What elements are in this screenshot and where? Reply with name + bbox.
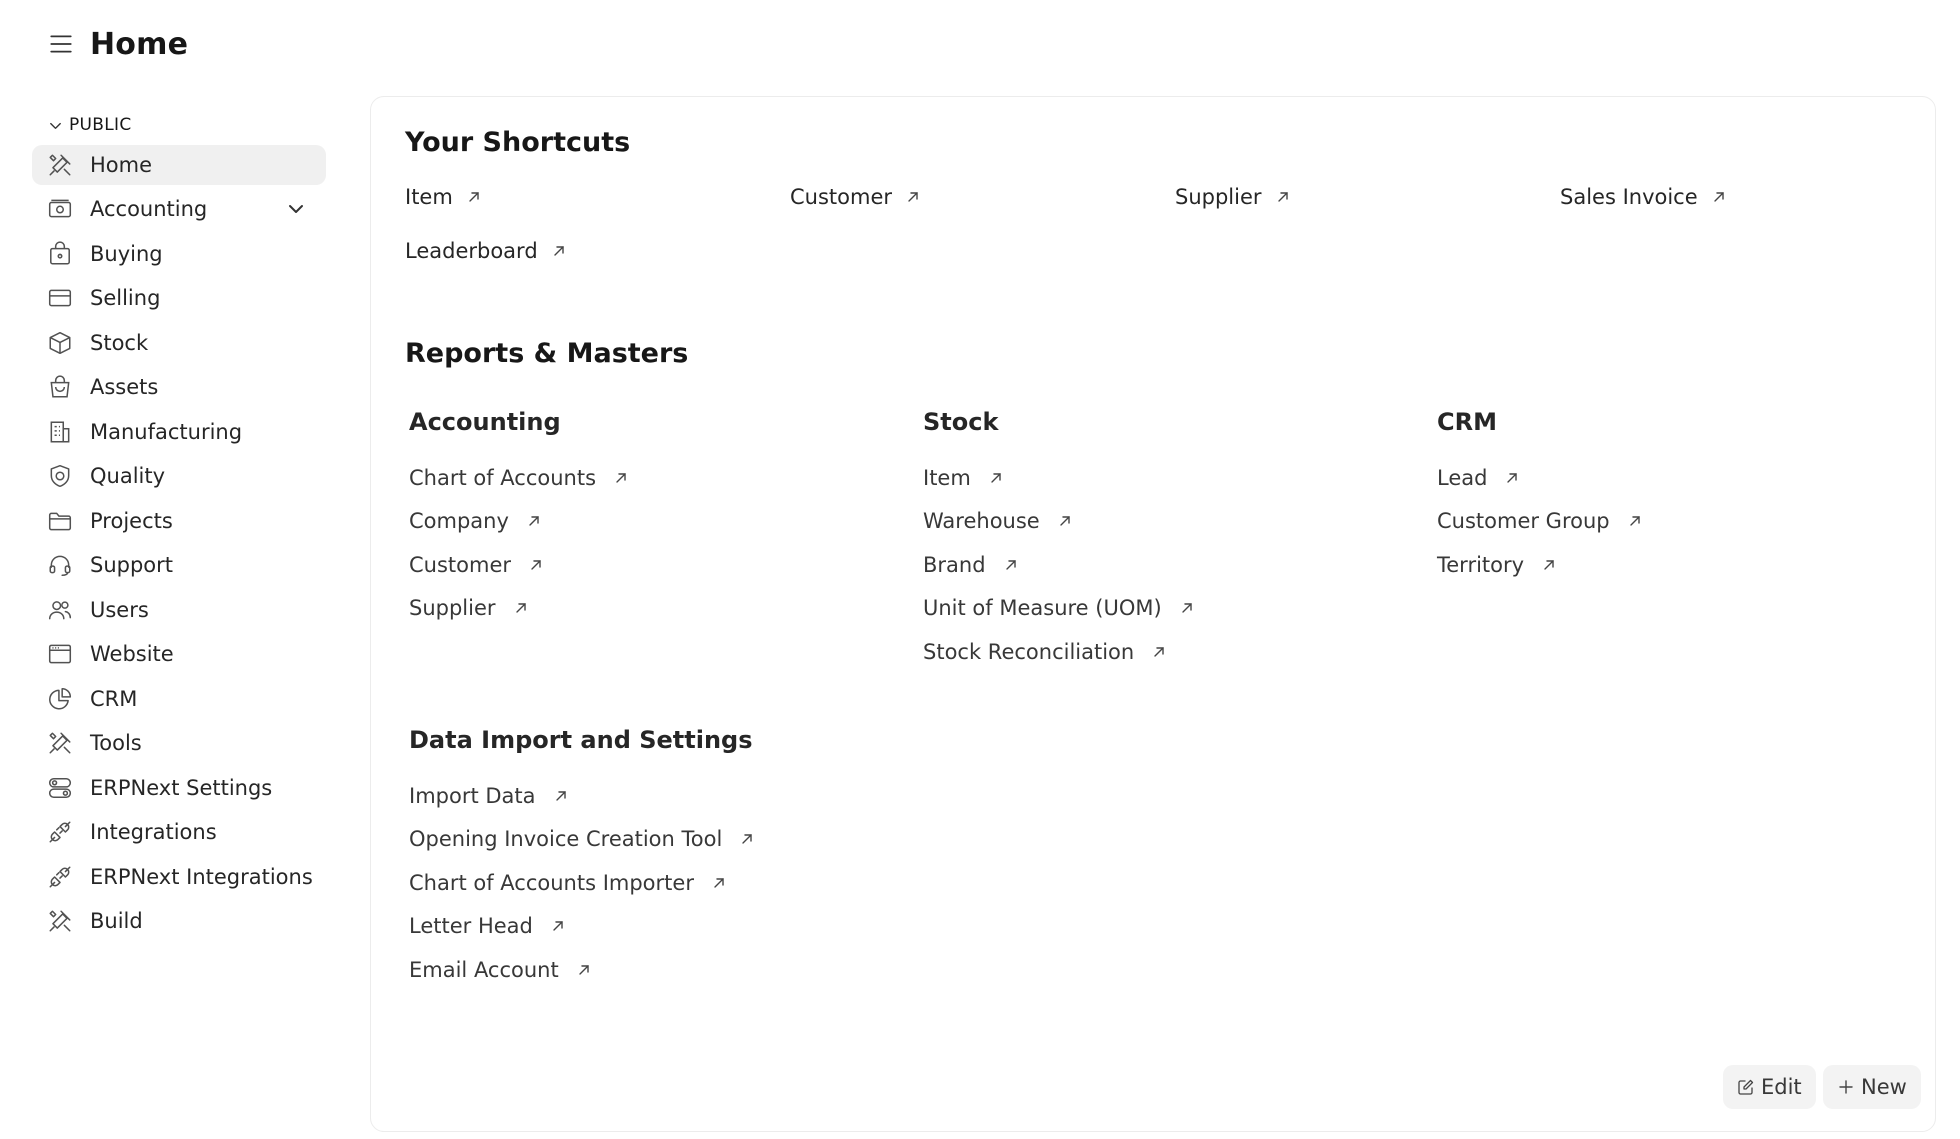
arrow-up-right-icon xyxy=(1180,601,1194,615)
header xyxy=(48,22,188,66)
link-label: Unit of Measure (UOM) xyxy=(923,596,1162,621)
sidebar-item-quality[interactable] xyxy=(32,456,326,496)
browser-icon xyxy=(46,640,74,668)
arrow-up-right-icon xyxy=(529,558,543,572)
arrow-up-right-icon xyxy=(1628,514,1642,528)
link-label: Customer Group xyxy=(1437,509,1610,534)
link-item[interactable] xyxy=(923,456,1194,500)
money-icon xyxy=(46,195,74,223)
arrow-up-right-icon xyxy=(1004,558,1018,572)
arrow-up-right-icon xyxy=(552,244,566,258)
sidebar-item-erpnext-settings[interactable] xyxy=(32,768,326,808)
sidebar-item-label: Quality xyxy=(90,464,166,488)
link-label: Chart of Accounts Importer xyxy=(409,870,694,895)
link-opening-invoice-tool[interactable] xyxy=(409,818,754,862)
arrow-up-right-icon xyxy=(1276,190,1290,204)
sidebar xyxy=(32,110,326,941)
arrow-up-right-icon xyxy=(906,190,920,204)
card-title-crm: CRM xyxy=(1437,408,1497,436)
link-label: Customer xyxy=(409,552,512,577)
building-icon xyxy=(46,418,74,446)
link-warehouse[interactable] xyxy=(923,500,1194,544)
link-label: Item xyxy=(923,465,971,490)
sidebar-item-label: ERPNext Settings xyxy=(90,775,273,800)
workspace-card xyxy=(370,96,1936,1132)
chevron-down-icon[interactable] xyxy=(284,197,308,221)
sidebar-item-label: CRM xyxy=(90,686,138,711)
sidebar-item-label: Website xyxy=(90,642,174,666)
tools-icon xyxy=(46,151,74,179)
shield-icon xyxy=(46,462,74,490)
sidebar-item-build[interactable] xyxy=(32,901,326,941)
plug-icon xyxy=(46,818,74,846)
sidebar-item-manufacturing[interactable] xyxy=(32,412,326,452)
arrow-up-right-icon xyxy=(1152,645,1166,659)
link-label: Email Account xyxy=(409,957,559,982)
sidebar-item-support[interactable] xyxy=(32,545,326,585)
sidebar-item-tools[interactable] xyxy=(32,723,326,763)
link-label: Territory xyxy=(1437,552,1525,577)
link-label: Supplier xyxy=(409,596,496,621)
sidebar-item-label: ERPNext Integrations xyxy=(90,864,313,889)
card-links-data-import xyxy=(409,774,754,992)
link-company[interactable] xyxy=(409,500,628,544)
card-links-accounting xyxy=(409,456,628,630)
sidebar-item-label: Buying xyxy=(90,241,163,266)
sidebar-item-label: Accounting xyxy=(90,197,208,221)
shortcuts-title: Your Shortcuts xyxy=(405,127,631,158)
new-button-label: New xyxy=(1861,1075,1907,1099)
chevron-down-icon xyxy=(48,118,63,133)
link-import-data[interactable] xyxy=(409,774,754,818)
sidebar-item-erpnext-integrations[interactable] xyxy=(32,857,326,897)
link-label: Lead xyxy=(1437,465,1488,490)
sidebar-item-assets[interactable] xyxy=(32,367,326,407)
sidebar-item-users[interactable] xyxy=(32,590,326,630)
sidebar-item-label: Stock xyxy=(90,330,149,355)
sidebar-item-label: Selling xyxy=(90,286,161,310)
arrow-up-right-icon xyxy=(1542,558,1556,572)
link-chart-of-accounts[interactable] xyxy=(409,456,628,500)
shortcut-customer[interactable] xyxy=(790,185,920,209)
sidebar-section-public[interactable] xyxy=(32,110,326,140)
card-title-accounting: Accounting xyxy=(409,408,561,436)
edit-button[interactable] xyxy=(1723,1065,1816,1109)
shortcut-label: Supplier xyxy=(1175,185,1262,209)
link-label: Chart of Accounts xyxy=(409,465,597,490)
arrow-up-right-icon xyxy=(740,832,754,846)
pie-chart-icon xyxy=(46,685,74,713)
link-letter-head[interactable] xyxy=(409,905,754,949)
sidebar-item-label: Build xyxy=(90,909,143,933)
plug-icon xyxy=(46,863,74,891)
arrow-up-right-icon xyxy=(1058,514,1072,528)
link-lead[interactable] xyxy=(1437,456,1642,500)
sidebar-item-label: Tools xyxy=(90,731,142,755)
basket-icon xyxy=(46,373,74,401)
arrow-up-right-icon xyxy=(712,876,726,890)
card-title-stock: Stock xyxy=(923,408,999,436)
sidebar-item-accounting[interactable] xyxy=(32,189,326,229)
sidebar-item-website[interactable] xyxy=(32,634,326,674)
bag-icon xyxy=(46,240,74,268)
sidebar-item-label: Users xyxy=(90,597,149,622)
arrow-up-right-icon xyxy=(989,471,1003,485)
link-coa-importer[interactable] xyxy=(409,861,754,905)
box-icon xyxy=(46,329,74,357)
link-label: Stock Reconciliation xyxy=(923,639,1135,664)
menu-icon[interactable] xyxy=(48,31,74,57)
shortcut-label: Item xyxy=(405,185,453,209)
link-customer-group[interactable] xyxy=(1437,500,1642,544)
card-title-data-import: Data Import and Settings xyxy=(409,726,753,754)
card-links-crm xyxy=(1437,456,1642,587)
link-customer[interactable] xyxy=(409,543,628,587)
card-icon xyxy=(46,284,74,312)
link-supplier[interactable] xyxy=(409,587,628,631)
sidebar-item-label: Integrations xyxy=(90,820,217,844)
arrow-up-right-icon xyxy=(614,471,628,485)
tools-icon xyxy=(46,729,74,757)
sidebar-item-crm[interactable] xyxy=(32,679,326,719)
link-label: Letter Head xyxy=(409,914,533,939)
shortcut-label: Customer xyxy=(790,185,893,209)
tools-icon xyxy=(46,907,74,935)
shortcut-sales-invoice[interactable] xyxy=(1560,185,1726,209)
link-stock-reconciliation[interactable] xyxy=(923,630,1194,674)
sidebar-item-integrations[interactable] xyxy=(32,812,326,852)
sidebar-item-selling[interactable] xyxy=(32,278,326,318)
card-links-stock xyxy=(923,456,1194,674)
headset-icon xyxy=(46,551,74,579)
edit-icon xyxy=(1737,1078,1755,1096)
arrow-up-right-icon xyxy=(554,789,568,803)
plus-icon xyxy=(1837,1078,1855,1096)
arrow-up-right-icon xyxy=(1712,190,1726,204)
shortcut-supplier[interactable] xyxy=(1175,185,1290,209)
users-icon xyxy=(46,596,74,624)
shortcut-label: Leaderboard xyxy=(405,239,538,263)
sidebar-item-label: Manufacturing xyxy=(90,419,243,444)
link-label: Company xyxy=(409,509,509,534)
sidebar-item-projects[interactable] xyxy=(32,501,326,541)
arrow-up-right-icon xyxy=(514,601,528,615)
arrow-up-right-icon xyxy=(527,514,541,528)
link-territory[interactable] xyxy=(1437,543,1642,587)
arrow-up-right-icon xyxy=(551,919,565,933)
shortcut-leaderboard[interactable] xyxy=(405,239,566,263)
arrow-up-right-icon xyxy=(467,190,481,204)
reports-title: Reports & Masters xyxy=(405,338,689,369)
sidebar-item-label: Projects xyxy=(90,508,173,533)
page-title: Home xyxy=(90,26,189,62)
folder-icon xyxy=(46,507,74,535)
toggles-icon xyxy=(46,774,74,802)
sidebar-section-label: PUBLIC xyxy=(69,115,132,135)
shortcut-item[interactable] xyxy=(405,185,481,209)
link-brand[interactable] xyxy=(923,543,1194,587)
new-button[interactable] xyxy=(1823,1065,1921,1109)
sidebar-item-stock[interactable] xyxy=(32,323,326,363)
link-label: Brand xyxy=(923,552,986,577)
link-label: Warehouse xyxy=(923,509,1040,534)
link-email-account[interactable] xyxy=(409,948,754,992)
sidebar-item-label: Home xyxy=(90,152,153,177)
sidebar-item-home[interactable] xyxy=(32,145,326,185)
sidebar-item-label: Assets xyxy=(90,375,159,399)
link-label: Import Data xyxy=(409,783,536,808)
arrow-up-right-icon xyxy=(577,963,591,977)
link-uom[interactable] xyxy=(923,587,1194,631)
sidebar-item-buying[interactable] xyxy=(32,234,326,274)
edit-button-label: Edit xyxy=(1761,1075,1802,1099)
arrow-up-right-icon xyxy=(1505,471,1519,485)
link-label: Opening Invoice Creation Tool xyxy=(409,827,723,852)
sidebar-item-label: Support xyxy=(90,553,174,577)
shortcut-label: Sales Invoice xyxy=(1560,185,1698,209)
